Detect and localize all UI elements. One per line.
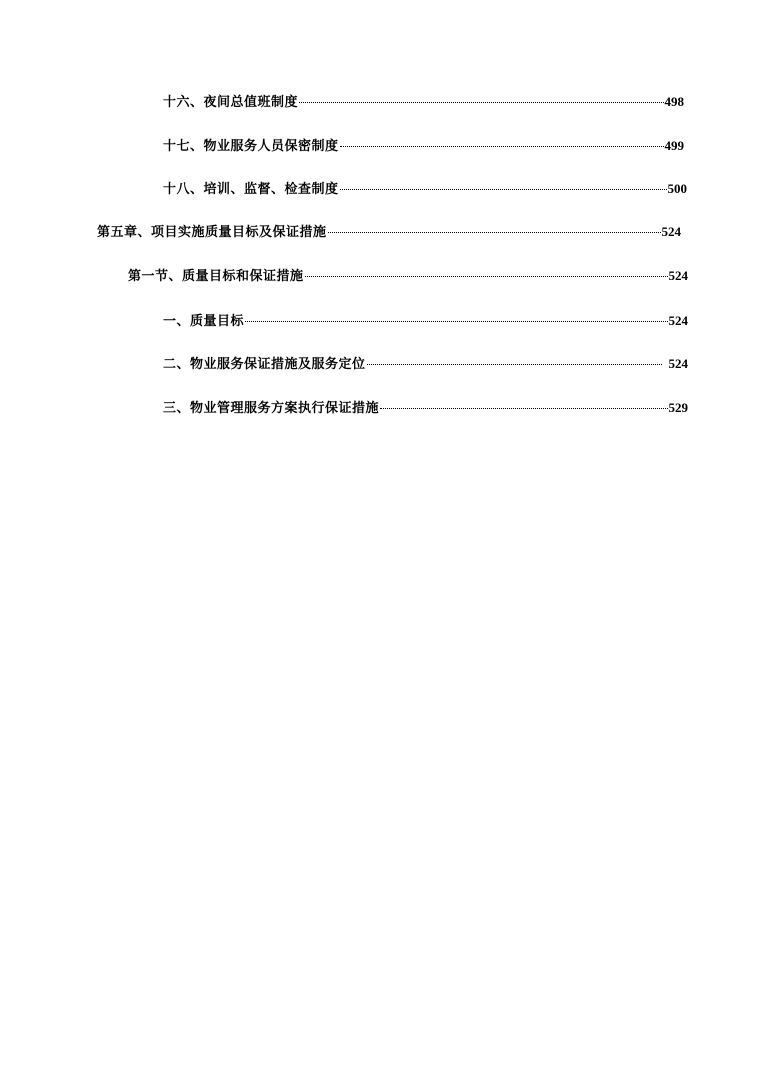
toc-entry-page: 498 [664,94,684,109]
toc-entry-plan-execution[interactable] [163,400,688,417]
toc-entry-title: 十七、物业服务人员保密制度 [163,139,339,154]
toc-dot-leader [367,364,662,365]
toc-entry-service-guarantee[interactable] [163,356,688,373]
toc-dot-leader [328,232,661,233]
toc-entry-title: 二、物业服务保证措施及服务定位 [163,357,366,372]
toc-dot-leader [245,321,667,322]
toc-entry-page: 529 [668,400,688,415]
toc-entry-title: 三、物业管理服务方案执行保证措施 [163,401,380,416]
toc-entry-page: 524 [668,356,688,371]
toc-entry-title: 十八、培训、监督、检查制度 [163,182,339,197]
toc-entry-page: 524 [668,313,688,328]
toc-entry-quality-targets[interactable] [163,313,688,330]
toc-entry-training-supervision[interactable] [163,181,687,198]
toc-entry-page: 500 [667,181,687,196]
toc-entry-page: 524 [668,268,688,283]
toc-dot-leader [299,102,663,103]
toc-entry-title: 一、质量目标 [163,314,245,329]
toc-entry-confidentiality[interactable] [163,138,684,155]
toc-dot-leader [305,276,668,277]
toc-entry-title: 十六、夜间总值班制度 [163,95,299,110]
toc-entry-title: 第五章、项目实施质量目标及保证措施 [97,225,327,240]
toc-entry-title: 第一节、质量目标和保证措施 [128,269,304,284]
toc-entry-chapter-five[interactable] [97,224,681,241]
toc-entry-section-one[interactable] [128,268,688,285]
toc-entry-page: 499 [664,138,684,153]
toc-entry-page: 524 [661,224,681,239]
toc-dot-leader [340,146,664,147]
toc-dot-leader [340,189,667,190]
toc-entry-night-duty[interactable] [163,94,684,111]
toc-dot-leader [380,408,667,409]
